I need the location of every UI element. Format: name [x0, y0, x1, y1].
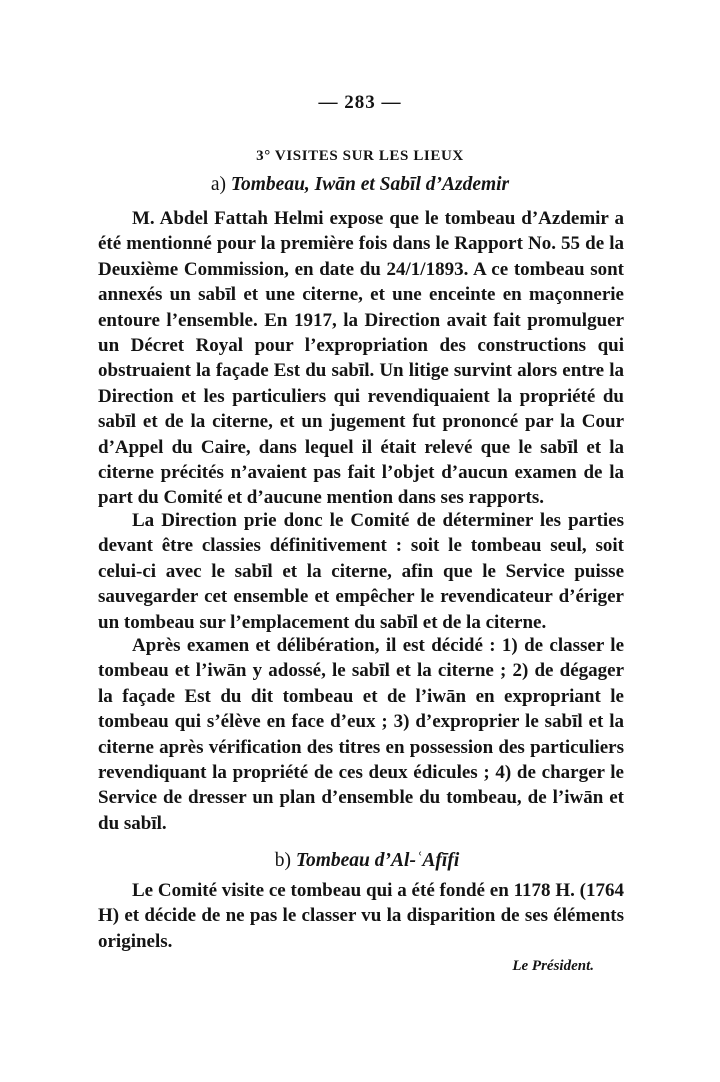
paragraph-direction-request: La Direction prie donc le Comité de déterminer les parties devant être classies définitivement : soit le tombeau seul, soit celui-ci avec le sabīl et la citerne, afin que le Service puisse sauvegarder cet ensemble et empêcher le revendicateur d’ériger un tombeau sur l’emplacement du sabīl et de la citerne.: [98, 510, 624, 633]
subsection-a-letter: a): [210, 174, 226, 195]
subsection-b-title: Tombeau d’Al-ʿAfīfi: [295, 850, 460, 871]
paragraph-afifi-visit: Le Comité visite ce tombeau qui a été fondé en 1178 H. (1764 H) et décide de ne pas le classer vu la disparition de ses éléments originels.: [98, 880, 624, 952]
section-heading: 3° VISITES SUR LES LIEUX: [256, 148, 464, 164]
signature: Le Président.: [512, 958, 594, 974]
subsection-a-heading: [0, 174, 720, 196]
paragraph-azdemir-report: M. Abdel Fattah Helmi expose que le tombeau d’Azdemir a été mentionné pour la première fois dans le Rapport No. 55 de la Deuxième Commission, en date du 24/1/1893. A ce tombeau sont annexés un sabīl et une citerne, et une enceinte en maçonnerie entoure l’ensemble. En 1917, la Direction avait fait promulguer un Décret Royal pour l’expropriation des constructions qui obstruaient la façade Est du sabīl. Un litige survint alors entre la Direction et les particuliers qui revendiquaient la propriété du sabīl et de la citerne, et un jugement fut prononcé par la Cour d’Appel du Caire, dans lequel il était relevé que le sabīl et la citerne précités n’avaient pas fait l’objet d’aucun examen de la part du Comité et d’aucune mention dans ses rapports.: [98, 208, 624, 509]
paragraph-decision: Après examen et délibération, il est décidé : 1) de classer le tombeau et l’iwān y adossé, le sabīl et la citerne ; 2) de dégager la façade Est du dit tombeau et de l’iwān en expropriant le tombeau qui s’élève en face d’eux ; 3) d’exproprier le sabīl et la citerne après vérification des titres en possession des particuliers revendiquant la propriété de ces deux édicules ; 4) de charger le Service de dresser un plan d’ensemble du tombeau, de l’iwān et du sabīl.: [98, 635, 624, 834]
subsection-b-letter: b): [274, 850, 291, 871]
subsection-b-heading: [0, 850, 720, 872]
subsection-a-title: Tombeau, Iwān et Sabīl d’Azdemir: [230, 174, 510, 195]
page-number: — 283 —: [318, 92, 402, 113]
